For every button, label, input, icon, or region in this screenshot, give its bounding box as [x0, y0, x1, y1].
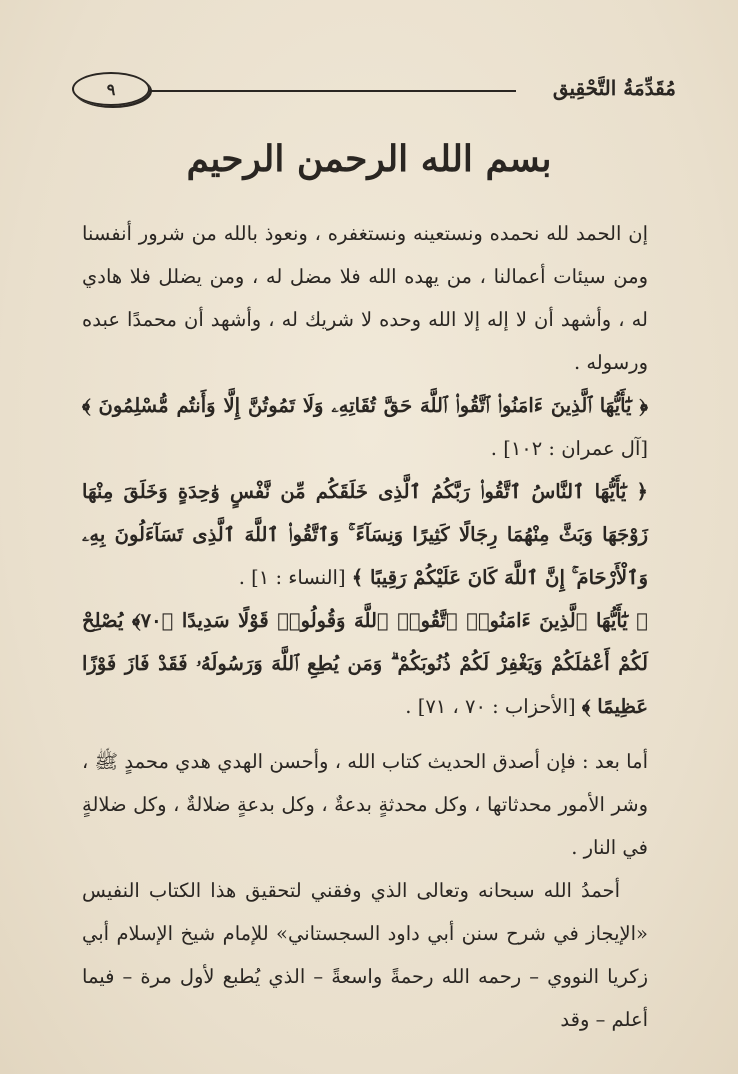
basmala-calligraphy: بسم الله الرحمن الرحيم	[186, 138, 552, 180]
verse-text: ﴿ يَٰٓأَيُّهَا ٱلنَّاسُ ٱتَّقُوا۟ رَبَّكُمُ ٱلَّذِى خَلَقَكُم مِّن نَّفْسٍ وَٰحِدَةٍ وَخَلَقَ مِنْهَا زَوْجَهَا وَبَثَّ مِنْهُمَا رِجَالًا كَثِيرًا وَنِسَآءً ۚ وَٱتَّقُوا۟ ٱللَّهَ ٱلَّذِى تَسَآءَلُونَ بِهِۦ وَٱلْأَرْحَامَ ۚ إِنَّ ٱللَّهَ كَانَ عَلَيْكُمْ رَقِيبًا ﴾	[82, 480, 648, 589]
amma-bad-paragraph: أما بعد : فإن أصدق الحديث كتاب الله ، وأحسن الهدي هدي محمدٍ ﷺ ، وشر الأمور محدثاتها ، وكل محدثةٍ بدعةٌ ، وكل بدعةٍ ضلالةٌ ، وكل ضلالةٍ في النار .	[82, 750, 648, 859]
verse-reference: [الأحزاب : ٧٠ ، ٧١] .	[405, 695, 576, 718]
verse-reference: [آل عمران : ١٠٢] .	[490, 437, 648, 460]
body-text	[82, 212, 648, 1041]
page-number-badge	[72, 72, 150, 106]
quran-verse	[82, 599, 648, 728]
paragraph-gap	[82, 728, 648, 740]
page-number: ٩	[106, 79, 116, 99]
verse-reference: [النساء : ١] .	[238, 566, 346, 589]
header-rule	[148, 90, 516, 92]
page-header	[72, 70, 676, 114]
thanks-paragraph: أحمدُ الله سبحانه وتعالى الذي وفقني لتحقيق هذا الكتاب النفيس «الإيجاز في شرح سنن أبي داود السجستاني» للإمام شيخ الإسلام أبي زكريا النووي – رحمه الله رحمةً واسعةً – الذي يُطبع لأول مرة – فيما أعلم – وقد	[82, 879, 648, 1031]
verse-text: ﴿ يَٰٓأَيُّهَا ٱلَّذِينَ ءَامَنُوا۟ ٱتَّقُوا۟ ٱللَّهَ وَقُولُوا۟ قَوْلًا سَدِيدًا ﴿٧٠﴾ يُصْلِحْ لَكُمْ أَعْمَٰلَكُمْ وَيَغْفِرْ لَكُمْ ذُنُوبَكُمْ ۗ وَمَن يُطِعِ ٱللَّهَ وَرَسُولَهُۥ فَقَدْ فَازَ فَوْزًا عَظِيمًا ﴾	[82, 609, 649, 718]
quran-verse	[82, 384, 648, 470]
quran-verse	[82, 470, 648, 599]
opening-paragraph: إن الحمد لله نحمده ونستعينه ونستغفره ، ونعوذ بالله من شرور أنفسنا ومن سيئات أعمالنا ، من يهده الله فلا مضل له ، ومن يضلل فلا هادي له ، وأشهد أن لا إله إلا الله وحده لا شريك له ، وأشهد أن محمدًا عبده ورسوله .	[82, 222, 648, 374]
verse-text: ﴿ يَٰٓأَيُّهَا ٱلَّذِينَ ءَامَنُوا۟ ٱتَّقُوا۟ ٱللَّهَ حَقَّ تُقَاتِهِۦ وَلَا تَمُوتُنَّ إِلَّا وَأَنتُم مُّسْلِمُونَ ﴾	[82, 394, 648, 417]
chapter-title: مُقَدِّمَةُ التَّحْقِيق	[552, 76, 676, 100]
